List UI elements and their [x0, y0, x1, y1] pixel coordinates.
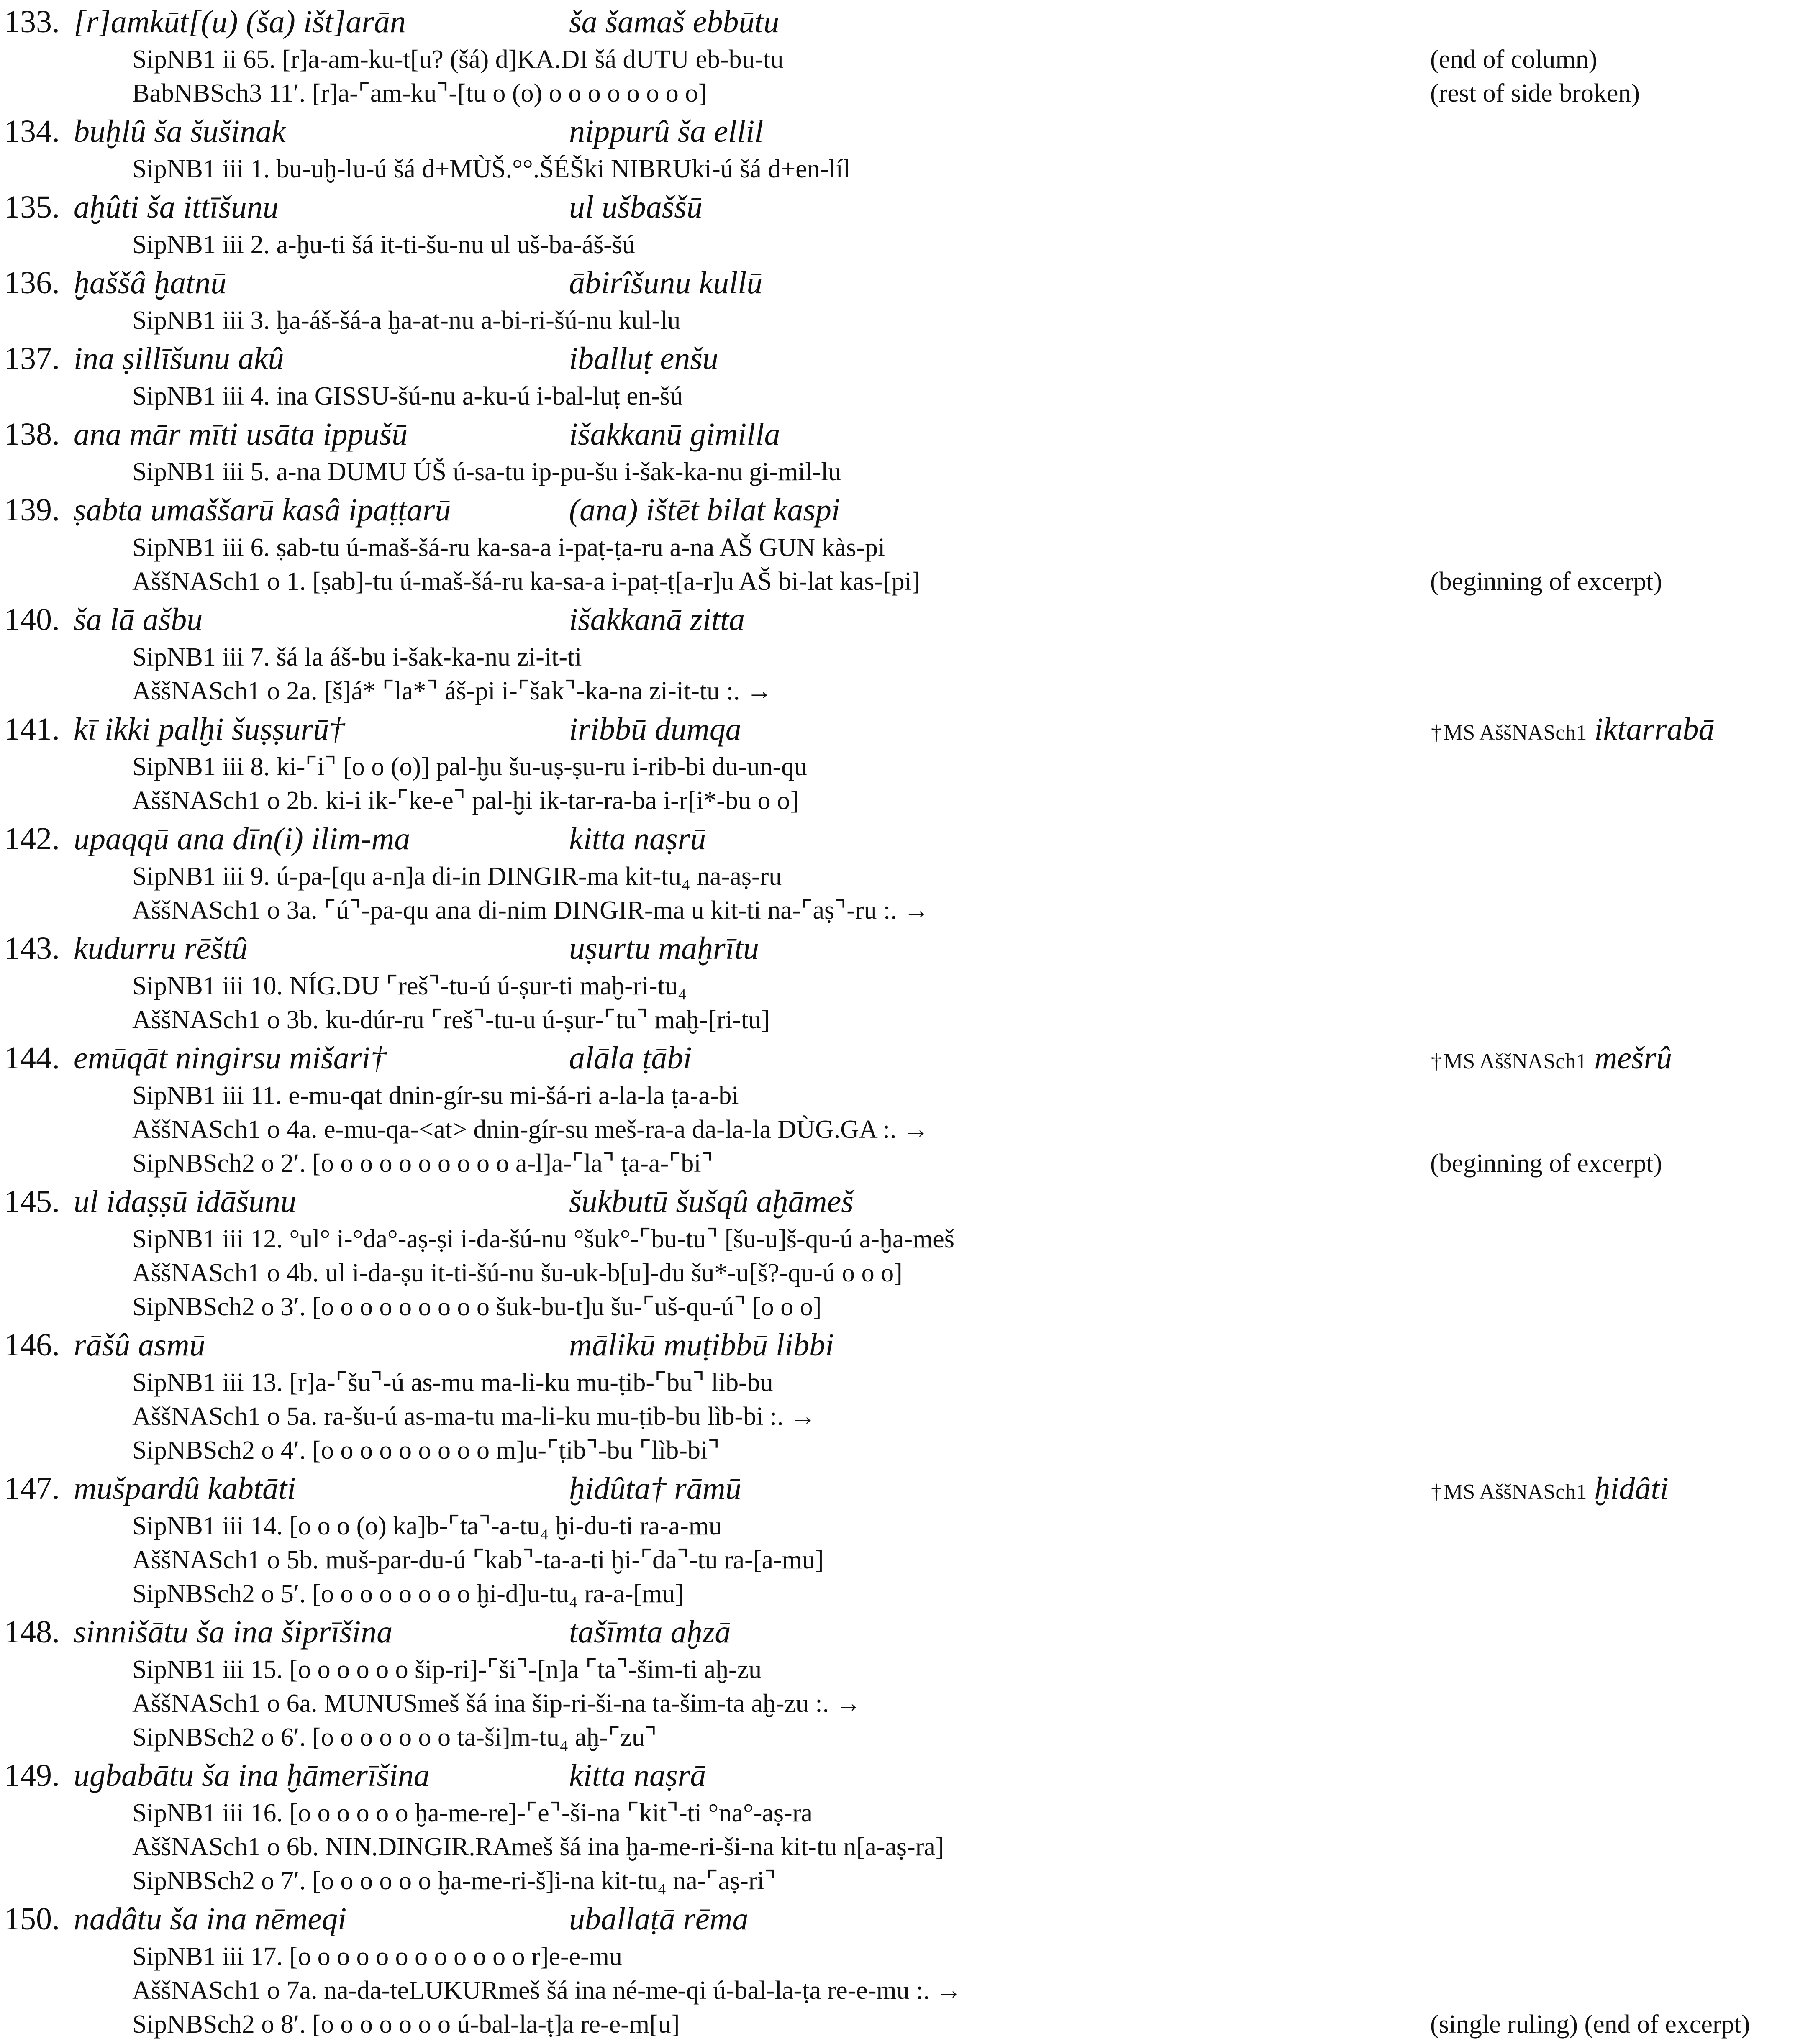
- witness-transliteration: AššNASch1 o 3b. ku-dúr-ru ⌜reš⌝-tu-u ú-ṣur-⌜tu⌝ maḫ-[ri-tu]: [132, 1006, 770, 1034]
- verse-number: 134.: [4, 114, 60, 149]
- verse-number: 150.: [4, 1901, 60, 1936]
- witness-transliteration: AššNASch1 o 7a. na-da-teLUKURmeš šá ina né-me-qi ú-bal-la-ṭa re-e-mu :. →: [132, 1976, 962, 2005]
- witness-line: [4, 640, 1795, 674]
- variant-reading: mešrû: [1594, 1040, 1672, 1076]
- verse-second-half: ša šamaš ebbūtu: [569, 4, 780, 39]
- verse-second-half: kitta naṣrā: [569, 1758, 706, 1793]
- witness-transliteration: SipNBSch2 o 5′. [o o o o o o o o ḫi-d]u-tu₄ ra-a-[mu]: [132, 1580, 684, 1608]
- witness-line: [4, 565, 1795, 599]
- verse-block: [4, 110, 1795, 186]
- verse-number: 133.: [4, 4, 60, 39]
- verse-number: 138.: [4, 417, 60, 452]
- witness-transliteration: AššNASch1 o 6a. MUNUSmeš šá ina šip-ri-ši-na ta-šim-ta aḫ-zu :. →: [132, 1689, 862, 1718]
- witness-line: [4, 1366, 1795, 1400]
- verse-header: [4, 599, 1795, 640]
- witness-line: [4, 1974, 1795, 2008]
- verse-first-half: kudurru rēštû: [74, 931, 248, 966]
- witness-line: [4, 1509, 1795, 1543]
- witness-transliteration: SipNB1 iii 6. ṣab-tu ú-maš-šá-ru ka-sa-a i-paṭ-ṭa-ru a-na AŠ GUN kàs-pi: [132, 533, 885, 562]
- witness-transliteration: SipNB1 iii 17. [o o o o o o o o o o o o r]e-e-mu: [132, 1942, 623, 1971]
- witness-transliteration: AššNASch1 o 2a. [š]á* ⌜la*⌝ áš-pi i-⌜šak⌝-ka-na zi-it-tu :. →: [132, 677, 772, 705]
- witness-line: [4, 2008, 1795, 2041]
- verse-header: [4, 1181, 1795, 1222]
- verse-block: [4, 1611, 1795, 1755]
- verse-second-half: kitta naṣrū: [569, 821, 706, 856]
- verse-number: 146.: [4, 1327, 60, 1363]
- verse-second-half: nippurû ša ellil: [569, 114, 764, 149]
- verse-block: [4, 413, 1795, 489]
- witness-transliteration: SipNB1 iii 9. ú-pa-[qu a-n]a di-in DINGIR-ma kit-tu₄ na-aṣ-ru: [132, 862, 782, 891]
- dagger-mark: †: [1431, 1050, 1442, 1073]
- witness-line: [4, 531, 1795, 565]
- witness-line: [4, 1940, 1795, 1974]
- witness-line: [4, 1079, 1795, 1113]
- witness-transliteration: AššNASch1 o 6b. NIN.DINGIR.RAmeš šá ina ḫa-me-ri-ši-na kit-tu n[a-aṣ-ra]: [132, 1833, 944, 1861]
- witness-transliteration: SipNB1 iii 8. ki-⌜i⌝ [o o (o)] pal-ḫu šu-uṣ-ṣu-ru i-rib-bi du-un-qu: [132, 753, 808, 781]
- verse-second-half: mālikū muṭibbū libbi: [569, 1327, 834, 1363]
- witness-transliteration: SipNB1 iii 11. e-mu-qat dnin-gír-su mi-šá-ri a-la-la ṭa-a-bi: [132, 1081, 739, 1110]
- witness-line: [4, 894, 1795, 927]
- verse-second-half: ḫidûta† rāmū: [569, 1471, 741, 1506]
- witness-remark: (beginning of excerpt): [1430, 567, 1662, 596]
- witness-line: [4, 784, 1795, 818]
- verse-header: [4, 1611, 1795, 1653]
- dagger-mark: †: [1431, 1480, 1442, 1504]
- verse-second-half: alāla ṭābi: [569, 1040, 692, 1076]
- verse-number: 140.: [4, 602, 60, 637]
- verse-second-half: iballuṭ enšu: [569, 341, 718, 376]
- witness-transliteration: SipNB1 iii 5. a-na DUMU ÚŠ ú-sa-tu ip-pu-šu i-šak-ka-nu gi-mil-lu: [132, 458, 841, 486]
- witness-line: [4, 1434, 1795, 1468]
- verse-second-half: uṣurtu maḫrītu: [569, 931, 759, 966]
- witness-transliteration: SipNB1 iii 7. šá la áš-bu i-šak-ka-nu zi-it-ti: [132, 643, 582, 671]
- verse-block: [4, 262, 1795, 338]
- witness-line: [4, 1577, 1795, 1611]
- verse-block: [4, 186, 1795, 262]
- witness-transliteration: SipNB1 iii 4. ina GISSU-šú-nu a-ku-ú i-bal-luṭ en-šú: [132, 382, 683, 410]
- verse-header: [4, 110, 1795, 152]
- verse-second-half: išakkanū gimilla: [569, 417, 780, 452]
- verse-header: [4, 186, 1795, 228]
- witness-transliteration: SipNB1 iii 15. [o o o o o o šip-ri]-⌜ši⌝-[n]a ⌜ta⌝-šim-ti aḫ-zu: [132, 1655, 762, 1684]
- verse-block: [4, 1181, 1795, 1324]
- verse-block: [4, 1, 1795, 110]
- verse-second-half: iribbū dumqa: [569, 712, 741, 747]
- witness-line: [4, 674, 1795, 708]
- verse-number: 145.: [4, 1184, 60, 1219]
- witness-line: [4, 969, 1795, 1003]
- verse-header: [4, 1324, 1795, 1366]
- witness-line: [4, 1864, 1795, 1898]
- witness-line: [4, 1796, 1795, 1830]
- verse-block: [4, 1468, 1795, 1611]
- witness-transliteration: AššNASch1 o 3a. ⌜ú⌝-pa-qu ana di-nim DINGIR-ma u kit-ti na-⌜aṣ⌝-ru :. →: [132, 896, 930, 925]
- verse-first-half: nadâtu ša ina nēmeqi: [74, 1901, 347, 1936]
- witness-line: [4, 1003, 1795, 1037]
- verse-number: 136.: [4, 265, 60, 300]
- witness-line: [4, 379, 1795, 413]
- verse-block: [4, 1755, 1795, 1898]
- verse-header: [4, 708, 1795, 750]
- witness-remark: (single ruling) (end of excerpt): [1430, 2010, 1750, 2039]
- verse-first-half: emūqāt ningirsu mišari†: [74, 1040, 387, 1076]
- verse-first-half: rāšû asmū: [74, 1327, 205, 1363]
- witness-line: [4, 1830, 1795, 1864]
- verse-block: [4, 338, 1795, 413]
- verse-second-half: uballaṭā rēma: [569, 1901, 749, 1936]
- witness-remark: (beginning of excerpt): [1430, 1149, 1662, 1178]
- variant-reading: ḫidâti: [1594, 1471, 1669, 1506]
- verse-block: [4, 1898, 1795, 2041]
- witness-line: [4, 43, 1795, 77]
- verse-header: [4, 262, 1795, 304]
- witness-line: [4, 77, 1795, 110]
- witness-transliteration: AššNASch1 o 4b. ul i-da-ṣu it-ti-šú-nu šu-uk-b[u]-du šu*-u[š?-qu-ú o o o]: [132, 1259, 903, 1287]
- witness-transliteration: SipNBSch2 o 8′. [o o o o o o o ú-bal-la-ṭ]a re-e-m[u]: [132, 2010, 680, 2039]
- manuscript-siglum: MS AššNASch1: [1444, 1050, 1587, 1073]
- witness-line: [4, 1687, 1795, 1721]
- witness-transliteration: AššNASch1 o 2b. ki-i ik-⌜ke-e⌝ pal-ḫi ik-tar-ra-ba i-r[i*-bu o o]: [132, 786, 799, 815]
- witness-line: [4, 1653, 1795, 1687]
- verse-first-half: buḫlû ša šušinak: [74, 114, 286, 149]
- verse-second-half: ābirîšunu kullū: [569, 265, 763, 300]
- verse-header: [4, 1468, 1795, 1509]
- verse-first-half: mušpardû kabtāti: [74, 1471, 296, 1506]
- witness-transliteration: SipNBSch2 o 7′. [o o o o o o ḫa-me-ri-š]i-na kit-tu₄ na-⌜aṣ-ri⌝: [132, 1867, 777, 1895]
- verse-block: [4, 1324, 1795, 1468]
- witness-line: [4, 1543, 1795, 1577]
- witness-line: [4, 152, 1795, 186]
- verse-second-half: (ana) ištēt bilat kaspi: [569, 492, 841, 528]
- witness-line: [4, 750, 1795, 784]
- verse-block: [4, 818, 1795, 927]
- witness-line: [4, 1400, 1795, 1434]
- verse-first-half: ša lā ašbu: [74, 602, 203, 637]
- verse-block: [4, 599, 1795, 708]
- witness-transliteration: SipNB1 iii 14. [o o o (o) ka]b-⌜ta⌝-a-tu₄ ḫi-du-ti ra-a-mu: [132, 1512, 722, 1540]
- verse-number: 139.: [4, 492, 60, 528]
- verse-first-half: kī ikki palḫi šuṣṣurū†: [74, 712, 345, 747]
- witness-transliteration: SipNB1 ii 65. [r]a-am-ku-t[u? (šá) d]KA.DI šá dUTU eb-bu-tu: [132, 45, 784, 74]
- verse-first-half: upaqqū ana dīn(i) ilim-ma: [74, 821, 410, 856]
- manuscript-siglum: MS AššNASch1: [1444, 1480, 1587, 1504]
- verse-first-half: aḫûti ša ittīšunu: [74, 190, 279, 225]
- verse-first-half: ḫaššâ ḫatnū: [74, 265, 227, 300]
- verse-first-half: ina ṣillīšunu akû: [74, 341, 284, 376]
- verse-second-half: ul ušbaššū: [569, 190, 703, 225]
- witness-transliteration: SipNB1 iii 16. [o o o o o o ḫa-me-re]-⌜e⌝-ši-na ⌜kit⌝-ti °na°-aṣ-ra: [132, 1799, 813, 1827]
- verse-number: 143.: [4, 931, 60, 966]
- witness-line: [4, 1147, 1795, 1181]
- verse-header: [4, 1, 1795, 43]
- witness-transliteration: AššNASch1 o 4a. e-mu-qa-<at> dnin-gír-su meš-ra-a da-la-la DÙG.GA :. →: [132, 1115, 929, 1144]
- verse-header: [4, 1755, 1795, 1796]
- verse-number: 137.: [4, 341, 60, 376]
- witness-remark: (rest of side broken): [1430, 79, 1640, 108]
- witness-line: [4, 860, 1795, 894]
- witness-line: [4, 1290, 1795, 1324]
- verse-number: 148.: [4, 1614, 60, 1650]
- verse-header: [4, 413, 1795, 455]
- verse-number: 147.: [4, 1471, 60, 1506]
- witness-line: [4, 228, 1795, 262]
- verse-first-half: sinnišātu ša ina šiprīšina: [74, 1614, 393, 1650]
- manuscript-siglum: MS AššNASch1: [1444, 721, 1587, 745]
- verse-second-half: šukbutū šušqû aḫāmeš: [569, 1184, 854, 1219]
- verse-first-half: ana mār mīti usāta ippušū: [74, 417, 408, 452]
- verse-number: 144.: [4, 1040, 60, 1076]
- verse-header: [4, 1037, 1795, 1079]
- witness-line: [4, 1222, 1795, 1256]
- witness-transliteration: AššNASch1 o 5a. ra-šu-ú as-ma-tu ma-li-ku mu-ṭib-bu lìb-bi :. →: [132, 1402, 816, 1431]
- witness-transliteration: SipNBSch2 o 4′. [o o o o o o o o o m]u-⌜ṭib⌝-bu ⌜lìb-bi⌝: [132, 1436, 720, 1465]
- verse-number: 142.: [4, 821, 60, 856]
- verse-block: [4, 927, 1795, 1037]
- verse-header: [4, 489, 1795, 531]
- verse-number: 141.: [4, 712, 60, 747]
- witness-line: [4, 1256, 1795, 1290]
- verse-header: [4, 927, 1795, 969]
- verse-first-half: ugbabātu ša ina ḫāmerīšina: [74, 1758, 430, 1793]
- verse-block: [4, 489, 1795, 599]
- witness-transliteration: SipNB1 iii 2. a-ḫu-ti šá it-ti-šu-nu ul uš-ba-áš-šú: [132, 231, 635, 259]
- witness-transliteration: SipNB1 iii 1. bu-uḫ-lu-ú šá d+MÙŠ.°°.ŠÉŠki NIBRUki-ú šá d+en-líl: [132, 155, 851, 183]
- verse-header: [4, 1898, 1795, 1940]
- witness-remark: (end of column): [1430, 45, 1598, 74]
- witness-transliteration: BabNBSch3 11′. [r]a-⌜am-ku⌝-[tu o (o) o o o o o o o o]: [132, 79, 707, 108]
- verse-block: [4, 1037, 1795, 1181]
- witness-line: [4, 455, 1795, 489]
- witness-line: [4, 304, 1795, 338]
- witness-transliteration: SipNB1 iii 3. ḫa-áš-šá-a ḫa-at-nu a-bi-ri-šú-nu kul-lu: [132, 306, 681, 335]
- witness-transliteration: SipNBSch2 o 6′. [o o o o o o o ta-ši]m-tu₄ aḫ-⌜zu⌝: [132, 1723, 657, 1752]
- witness-transliteration: SipNB1 iii 13. [r]a-⌜šu⌝-ú as-mu ma-li-ku mu-ṭib-⌜bu⌝ lib-bu: [132, 1368, 773, 1397]
- verse-number: 149.: [4, 1758, 60, 1793]
- verse-header: [4, 818, 1795, 860]
- dagger-mark: †: [1431, 721, 1442, 745]
- verse-header: [4, 338, 1795, 379]
- verse-first-half: ṣabta umaššarū kasâ ipaṭṭarū: [74, 492, 451, 528]
- witness-transliteration: AššNASch1 o 5b. muš-par-du-ú ⌜kab⌝-ta-a-ti ḫi-⌜da⌝-tu ra-[a-mu]: [132, 1546, 824, 1574]
- witness-transliteration: AššNASch1 o 1. [ṣab]-tu ú-maš-šá-ru ka-sa-a i-paṭ-ṭ[a-r]u AŠ bi-lat kas-[pi]: [132, 567, 921, 596]
- witness-transliteration: SipNB1 iii 10. NÍG.DU ⌜reš⌝-tu-ú ú-ṣur-ti maḫ-ri-tu₄: [132, 972, 687, 1000]
- verse-second-half: tašīmta aḫzā: [569, 1614, 731, 1650]
- verse-first-half: ul idaṣṣū idāšunu: [74, 1184, 297, 1219]
- verse-block: [4, 708, 1795, 818]
- variant-reading: iktarrabā: [1594, 712, 1715, 747]
- verse-first-half: [r]amkūt[(u) (ša) išt]arān: [74, 4, 406, 39]
- verse-number: 135.: [4, 190, 60, 225]
- witness-line: [4, 1721, 1795, 1755]
- verse-second-half: išakkanā zitta: [569, 602, 745, 637]
- witness-line: [4, 1113, 1795, 1147]
- witness-transliteration: SipNBSch2 o 3′. [o o o o o o o o o šuk-bu-t]u šu-⌜uš-qu-ú⌝ [o o o]: [132, 1293, 822, 1321]
- witness-transliteration: SipNB1 iii 12. °ul° i-°da°-aṣ-ṣi i-da-šú-nu °šuk°-⌜bu-tu⌝ [šu-u]š-qu-ú a-ḫa-meš: [132, 1225, 954, 1253]
- witness-transliteration: SipNBSch2 o 2′. [o o o o o o o o o o a-l]a-⌜la⌝ ṭa-a-⌜bi⌝: [132, 1149, 713, 1178]
